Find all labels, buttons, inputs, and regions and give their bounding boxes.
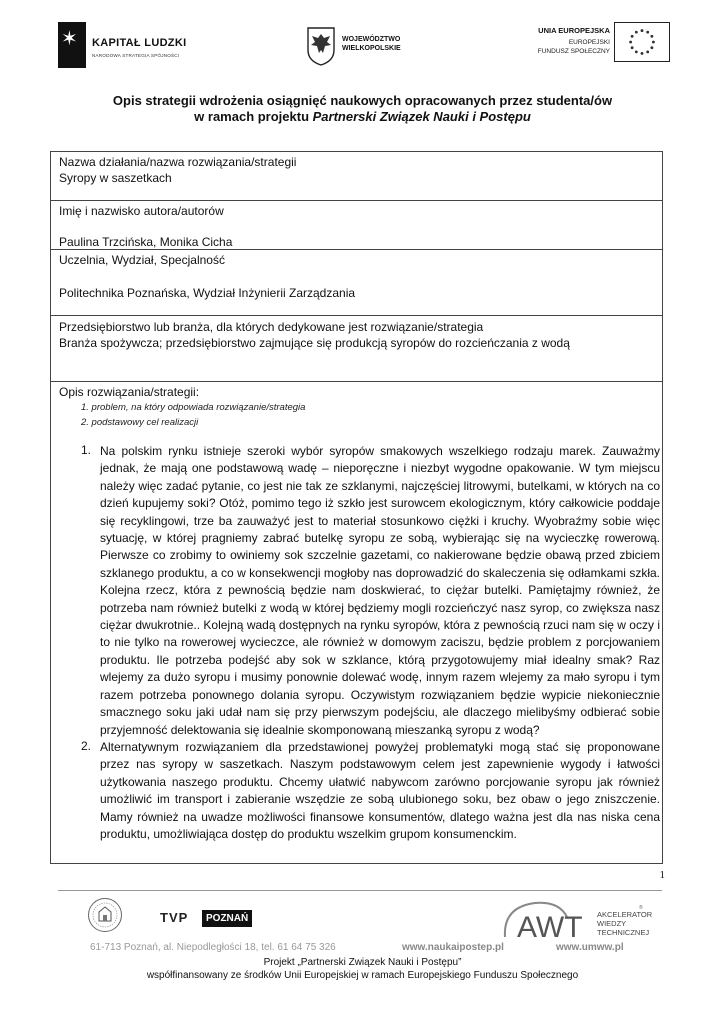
page-number: 1 [659, 869, 665, 881]
eu-title: UNIA EUROPEJSKA [538, 26, 610, 35]
kapital-ludzki-subtitle: NARODOWA STRATEGIA SPÓJNOŚCI [92, 53, 180, 58]
description-subitem: 2. podstawowy cel realizacji [81, 417, 199, 428]
eagle-crest-icon [306, 26, 336, 66]
awt-letters: AWT [517, 911, 583, 941]
industry-value: Branża spożywcza; przedsiębiorstwo zajmujące się produkcją syropów do rozcieńczania z wodą [59, 336, 570, 350]
university-value: Politechnika Poznańska, Wydział Inżynierii Zarządzania [59, 286, 356, 300]
point-number: 1. [81, 443, 92, 457]
description-subitem: 1. problem, na który odpowiada rozwiązanie/strategia [81, 402, 306, 413]
authors-label: Imię i nazwisko autora/autorów [59, 204, 224, 218]
document-title-line2 [0, 109, 725, 124]
point-number: 2. [81, 739, 92, 753]
footer-divider [58, 890, 662, 891]
wielkopolska-line1: WOJEWÓDZTWO [342, 36, 401, 43]
kapital-ludzki-name: KAPITAŁ LUDZKI [92, 37, 187, 49]
wielkopolska-logo [306, 26, 416, 66]
wielkopolska-line2: WIELKOPOLSKIE [342, 45, 401, 52]
stars-icon: ✶ [61, 28, 78, 50]
description-label: Opis rozwiązania/strategii: [59, 385, 200, 399]
point-text: Na polskim rynku istnieje szeroki wybór syropów smakowych wszelkiego rodzaju marek. Zauważmy jednak, że mają one podstawową wadę – nieporęczne i niezbyt wygodne opakowanie. W tym miejscu należy więc zadać pytanie, co jest nie tak ze szklanymi, najczęściej litrowymi, butelkami, w których na co dzień kupujemy soki? Otóż, pomimo tego iż szkło jest surowcem ekologicznym, który całkowicie poddaje się recyklingowi, trze ba zauważyć jest to materiał stosunkowo ciężki i kruchy. Wyobraźmy sobie więc sytuację, w której pragniemy zabrać butelkę syropu ze sobą, wybierając się na wycieczkę rowerową. Pierwsze co zrobimy to owiniemy sok szczelnie gazetami, co nakierowane będzie obawą przed zbiciem szklanego produktu, a co w konsekwencji mogłoby nas doprowadzić do skaleczenia się odłamkami szkła. Kolejna rzecz, która z pewnością będzie nam doskwierać, to ciężar butelki. Pamiętajmy również, że potrzeba nam również butelki z wodą w której będziemy mogli rozcieńczyć nasz syrop, co zwiększa nasz ciężar dwukrotnie.. Kolejną wadą dostępnych na rynku syropów, która z pewnością rzuci nam się w oczy i to nie tylko na rowerowej wycieczce, ale również w domowym zaciszu, będzie problem z porcjowaniem produktu. Ile potrzeba podejść aby sok w szklance, którą przygotowujemy miał idealny smak? Raz wlejemy za dużo syropu i musimy ponownie dolewać wodę, innym razem wlejemy za mało syropu i tym razem potrzeba ponownego dolania syropu. Oczywistym rozwiązaniem będzie wypicie niekoniecznie smacznego soku jaki udał nam się przy pierwszym podejściu, ale dlaczego mielibyśmy odbierać sobie przyjemność delektowania się idealnie skomponowaną mieszanką syropu z wodą? [100, 444, 660, 737]
eu-logo [512, 22, 670, 68]
form-row-industry [51, 316, 662, 382]
awt-logo [497, 899, 667, 941]
awt-line1: AKCELERATOR [597, 910, 653, 919]
project-credit-line2: współfinansowany ze środków Unii Europejskiej w ramach Europejskiego Funduszu Społecznego [146, 970, 579, 981]
registered-mark: ® [639, 905, 643, 911]
form-row-authors [51, 201, 662, 250]
awt-line3: TECHNICZNEJ [597, 928, 650, 937]
authors-value: Paulina Trzcińska, Monika Cicha [59, 235, 233, 249]
document-title-line1: Opis strategii wdrożenia osiągnięć naukowych opracowanych przez studenta/ów [112, 93, 613, 108]
tvp-mark: TVP [160, 910, 189, 925]
kapital-ludzki-logo [58, 22, 228, 68]
document-title-prefix: w ramach projektu [194, 109, 313, 124]
industry-label: Przedsiębiorstwo lub branża, dla których dedykowane jest rozwiązanie/strategia [59, 320, 484, 334]
form-row-description [51, 382, 662, 863]
eu-line2: FUNDUSZ SPOŁECZNY [537, 48, 610, 55]
action-value: Syropy w saszetkach [59, 171, 172, 185]
form-row-action [51, 152, 662, 201]
footer-address: 61-713 Poznań, al. Niepodległości 18, tel. 61 64 75 326 [90, 942, 336, 953]
website-link[interactable]: www.naukaipostep.pl [402, 942, 504, 953]
awt-mark-icon [497, 899, 595, 941]
eu-line1: EUROPEJSKI [568, 39, 610, 46]
tvp-region: POZNAŃ [202, 910, 252, 927]
website-link[interactable]: www.umww.pl [556, 942, 624, 953]
form-row-university [51, 250, 662, 316]
project-name: Partnerski Związek Nauki i Postępu [312, 109, 531, 124]
awt-name [597, 910, 652, 937]
university-label: Uczelnia, Wydział, Specjalność [59, 253, 225, 267]
action-label: Nazwa działania/nazwa rozwiązania/strategii [59, 155, 297, 169]
kapital-ludzki-emblem [58, 22, 86, 68]
project-credit-line1: Projekt „Partnerski Związek Nauki i Postępu” [263, 957, 462, 968]
wielkopolska-name [342, 35, 401, 53]
university-seal-icon [87, 897, 123, 933]
point-text: Alternatywnym rozwiązaniem dla przedstawionej powyżej problematyki mogą stać się proponowane przez nas syropy w saszetkach. Naszym podstawowym celem jest zapewnienie wygody i łatwości użytkowania naszego produktu. Chcemy ułatwić nabywcom zarówno porcjowanie syropu jak również umożliwić im transport i zabieranie wszędzie ze sobą ulubionego soku, bez obaw o jego zniszczenie. Mamy również na uwadze możliwości finansowe konsumentów, dlatego ważna jest dla nas niska cena produktu, umożliwiająca dostęp do produktu wszelkim grupom konsumenckim. [100, 740, 660, 842]
eu-flag-icon [614, 22, 670, 62]
awt-line2: WIEDZY [597, 919, 627, 928]
strategy-form [50, 151, 663, 864]
